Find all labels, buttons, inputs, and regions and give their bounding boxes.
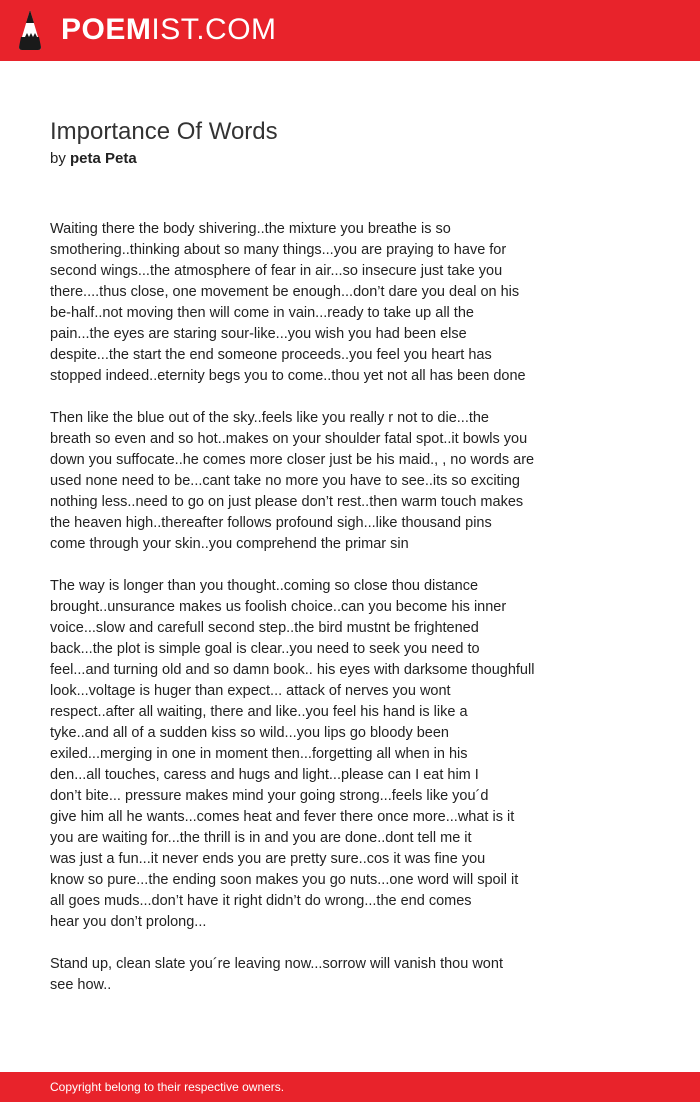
poem-line: look...voltage is huger than expect... attack of nerves you wont <box>50 683 451 699</box>
poem-line: second wings...the atmosphere of fear in air...so insecure just take you <box>50 263 503 279</box>
poem-line: know so pure...the ending soon makes you go nuts...one word will spoil it <box>50 872 519 888</box>
author-name: peta Peta <box>70 150 137 167</box>
copyright-text: Copyright belong to their respective owners. <box>50 1080 285 1094</box>
brand-light: IST.COM <box>151 13 277 46</box>
site-footer <box>0 1072 700 1102</box>
poem-body <box>50 219 610 1017</box>
by-prefix: by <box>50 150 66 167</box>
site-logo-text[interactable] <box>61 13 277 47</box>
poem-line: voice...slow and carefull second step..the bird mustnt be frightened <box>50 620 479 636</box>
poem-line: tyke..and all of a sudden kiss so wild...you lips go bloody been <box>50 725 449 741</box>
poem-line: see how.. <box>50 977 112 993</box>
poem-line: Waiting there the body shivering..the mixture you breathe is so <box>50 221 451 237</box>
poem-line: was just a fun...it never ends you are pretty sure..cos it was fine you <box>50 851 486 867</box>
poem-line: exiled...merging in one in moment then...forgetting all when in his <box>50 746 468 762</box>
poem-line: brought..unsurance makes us foolish choice..can you become his inner <box>50 599 507 615</box>
poem-stanza <box>50 576 610 933</box>
poem-line: you are waiting for...the thrill is in and you are done..dont tell me it <box>50 830 472 846</box>
poem-stanza <box>50 954 610 996</box>
poem-line: give him all he wants...comes heat and fever there once more...what is it <box>50 809 515 825</box>
byline <box>50 149 137 169</box>
poem-line: there....thus close, one movement be enough...don’t dare you deal on his <box>50 284 520 300</box>
poem-line: respect..after all waiting, there and like..you feel his hand is like a <box>50 704 468 720</box>
poem-line: be-half..not moving then will come in vain...ready to take up all the <box>50 305 474 321</box>
poem-line: despite...the start the end someone proceeds..you feel you heart has <box>50 347 492 363</box>
poem-line: feel...and turning old and so damn book.. his eyes with darksome thoughfull <box>50 662 535 678</box>
poem-stanza <box>50 408 610 555</box>
poem-line: hear you don’t prolong... <box>50 914 207 930</box>
poem-line: breath so even and so hot..makes on your shoulder fatal spot..it bowls you <box>50 431 528 447</box>
poem-line: down you suffocate..he comes more closer just be his maid., , no words are <box>50 452 535 468</box>
poem-line: Stand up, clean slate you´re leaving now...sorrow will vanish thou wont <box>50 956 503 972</box>
poem-line: den...all touches, caress and hugs and light...please can I eat him I <box>50 767 479 783</box>
poem-line: Then like the blue out of the sky..feels like you really r not to die...the <box>50 410 490 426</box>
poem-line: The way is longer than you thought..coming so close thou distance <box>50 578 479 594</box>
poem-line: back...the plot is simple goal is clear..you need to seek you need to <box>50 641 480 657</box>
poem-line: used none need to be...cant take no more you have to see..its so exciting <box>50 473 520 489</box>
brand-bold: POEM <box>61 13 152 46</box>
poem-line: all goes muds...don’t have it right didn’t do wrong...the end comes <box>50 893 472 909</box>
poem-line: smothering..thinking about so many things...you are praying to have for <box>50 242 507 258</box>
poem-line: nothing less..need to go on just please don’t rest..then warm touch makes <box>50 494 524 510</box>
poem-line: pain...the eyes are staring sour-like...you wish you had been else <box>50 326 467 342</box>
poem-line: the heaven high..thereafter follows profound sigh...like thousand pins <box>50 515 492 531</box>
poem-line: don’t bite... pressure makes mind your going strong...feels like you´d <box>50 788 489 804</box>
poem-title: Importance Of Words <box>50 118 278 145</box>
pencil-tip-icon[interactable] <box>17 9 43 51</box>
poem-line: stopped indeed..eternity begs you to come..thou yet not all has been done <box>50 368 526 384</box>
poem-line: come through your skin..you comprehend the primar sin <box>50 536 409 552</box>
site-header <box>0 0 700 61</box>
poem-stanza <box>50 219 610 387</box>
